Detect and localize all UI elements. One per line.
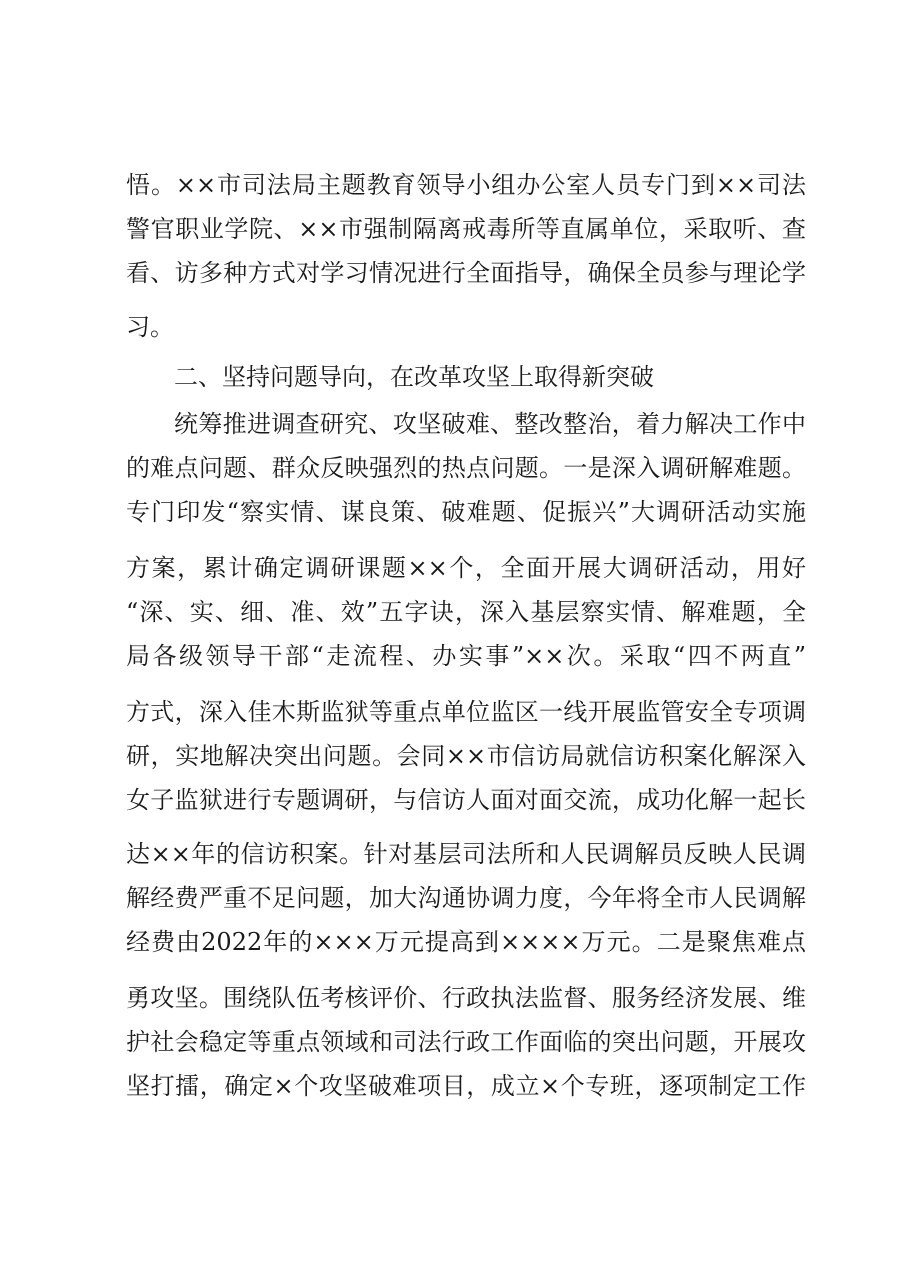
text-line-7: 的难点问题、群众反映强烈的热点问题。一是深入调研解难题。 <box>126 454 806 482</box>
text-line-3: 看、访多种方式对学习情况进行全面指导，确保全员参与理论学 <box>126 259 806 287</box>
text-line-9: 方案，累计确定调研课题××个，全面开展大调研活动，用好 <box>126 554 806 582</box>
text-line-6: 统筹推进调查研究、攻坚破难、整改整治，着力解决工作中 <box>174 410 806 438</box>
text-line-16: 解经费严重不足问题，加大沟通协调力度，今年将全市人民调解 <box>126 884 806 912</box>
section-heading: 二、坚持问题导向，在改革攻坚上取得新突破 <box>174 363 654 391</box>
text-line-1: 悟。××市司法局主题教育领导小组办公室人员专门到××司法 <box>126 171 806 199</box>
text-line-4: 习。 <box>126 313 174 341</box>
text-line-11: 局各级领导干部“走流程、办实事”××次。采取“四不两直” <box>126 642 806 670</box>
text-line-12: 方式，深入佳木斯监狱等重点单位监区一线开展监管安全专项调 <box>126 698 806 726</box>
text-line-13: 研，实地解决突出问题。会同××市信访局就信访积案化解深入 <box>126 742 806 770</box>
text-line-10: “深、实、细、准、效”五字诀，深入基层察实情、解难题，全 <box>126 598 806 626</box>
text-line-19: 护社会稳定等重点领域和司法行政工作面临的突出问题，开展攻 <box>126 1028 806 1056</box>
text-line-20: 坚打擂，确定×个攻坚破难项目，成立×个专班，逐项制定工作 <box>126 1072 806 1100</box>
text-line-17: 经费由2022年的×××万元提高到××××万元。二是聚焦难点 <box>126 928 806 956</box>
text-line-15: 达××年的信访积案。针对基层司法所和人民调解员反映人民调 <box>126 840 806 868</box>
text-line-8: 专门印发“察实情、谋良策、破难题、促振兴”大调研活动实施 <box>126 498 806 526</box>
text-line-2: 警官职业学院、××市强制隔离戒毒所等直属单位，采取听、查 <box>126 215 806 243</box>
text-line-18: 勇攻坚。围绕队伍考核评价、行政执法监督、服务经济发展、维 <box>126 984 806 1012</box>
text-line-14: 女子监狱进行专题调研，与信访人面对面交流，成功化解一起长 <box>126 786 806 814</box>
